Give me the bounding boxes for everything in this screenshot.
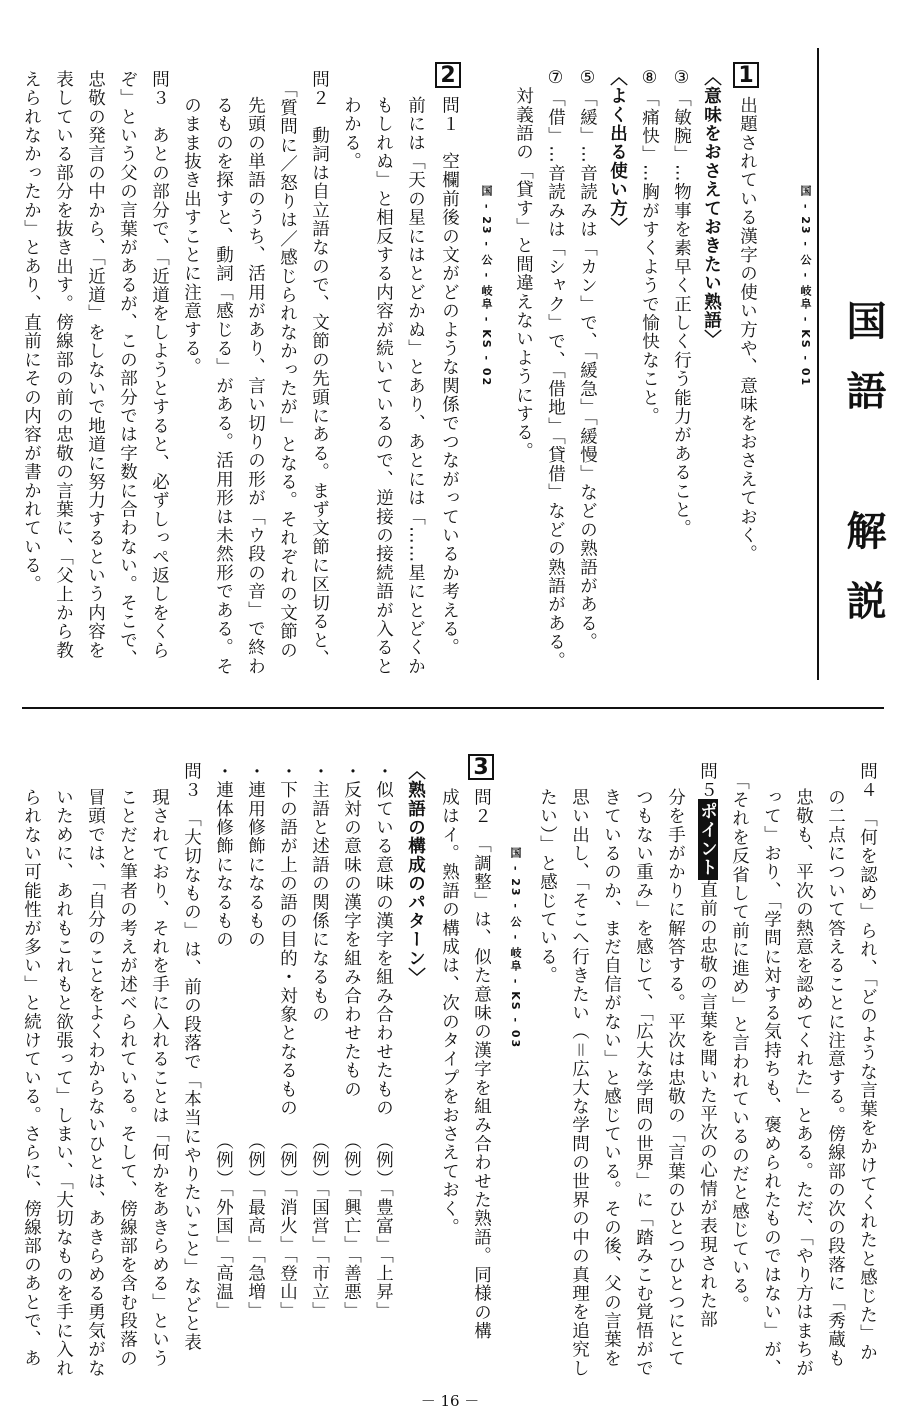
cont-line-1: の二点について答えることに注意する。傍線部の次の段落に「秀蔵も [825, 788, 846, 1368]
top-half [0, 0, 900, 705]
section-1-code: 国 - 23 - 公 - 岐阜 - KS - 01 [799, 185, 812, 388]
pattern-desc-1: ・反対の意味の漢字を組み合わせたもの [341, 762, 362, 1099]
pattern-desc-3: ・下の語が上の語の目的・対象となるもの [277, 762, 298, 1118]
sec2-line-5: 「質問に／怒りは／感じられなかったが」となる。それぞれの文節の [277, 70, 298, 660]
sec2-line-3: わかる。 [341, 96, 362, 171]
pattern-example-3: （例）「消火」「登山」 [277, 1132, 298, 1321]
q5-line-1: 分を手がかりに解答する。平次は忠敬の「言葉のひとつひとつにとて [665, 788, 686, 1368]
sec2-line-7: るものを探すと、動詞「感じる」がある。活用形は未然形である。そ [213, 96, 234, 676]
pattern-desc-4: ・連用修飾になるもの [245, 762, 266, 949]
sec2-line-9: 問３ あとの部分で、「近道をしようとすると、必ずしっぺ返しをくら [149, 70, 170, 660]
sec1-line-4: 〈よく出る使い方〉 [607, 68, 628, 237]
section-3-number: 3 [468, 754, 494, 780]
sec2-line-8: のまま抜き出すことに注意する。 [181, 96, 202, 377]
cont-line-0: 問４ 「何を認め」られ、「どのような言葉をかけてくれたと感じた」か [857, 762, 878, 1362]
sec3-line-2: 〈熟語の構成のパターン〉 [405, 762, 426, 987]
sec1-line-3: ⑧「痛快」…胸がすくようで愉快なこと。 [639, 68, 660, 426]
sec1-line-7: 対義語の「貸す」と間違えないようにする。 [513, 68, 534, 461]
section-3-code: 国 - 23 - 公 - 岐阜 - KS - 03 [509, 847, 522, 1050]
sec3-q3-line-2: ことだと筆者の考えが述べられている。そして、傍線部を含む段落の [117, 788, 138, 1368]
sec2-line-1: 前には「天の星にはとどかぬ」とあり、あとには「……星にとどくか [405, 96, 426, 676]
pattern-example-0: （例）「豊富」「上昇」 [373, 1132, 394, 1321]
section-1-number: 1 [733, 62, 759, 88]
sec2-line-2: もしれぬ」と相反する内容が続いているので、逆接の接続語が入ると [373, 96, 394, 676]
sec2-line-0: 問１ 空欄前後の文がどのような関係でつながっているか考える。 [439, 96, 460, 657]
sec3-q3-line-0: 問３ 「大切なもの」は、前の段落で「本当にやりたいこと」などと表 [181, 762, 202, 1352]
sec1-line-5: ⑤「緩」…音読みは「カン」で、「緩急」「緩慢」などの熟語がある。 [577, 68, 598, 652]
sec3-line-1: 成はイ。熟語の構成は、次のタイプをおさえておく。 [439, 788, 460, 1237]
q5-line-5: たい）」と感じている。 [537, 788, 558, 985]
sec2-line-4: 問２ 動詞は自立語なので、文節の先頭にある。まず文節に区切ると、 [309, 70, 330, 669]
cont-line-2: 忠敬も、平次の熱意を認めてくれた」とある。ただ、「やり方はまちが [793, 788, 814, 1378]
q5-line-4: 思い出し、「そこへ行きたい（＝広大な学問の世界の中の真理を追究し [569, 788, 590, 1378]
sec2-line-10: ぞ」という父の言葉があるが、この部分では字数に合わない。そこで、 [117, 70, 138, 669]
cont-line-3: って」おり、「学問に対する気持ちも、褒められたものではない」が、 [761, 788, 782, 1378]
sec2-line-11: 忠敬の発言の中から、「近道」をしないで地道に努力するという内容を [85, 70, 106, 660]
q5-text-0: 直前の忠敬の言葉を聞いた平次の心情が表現された部 [697, 880, 718, 1330]
q5-line-2: つもない重み」を感じて、「広大な学問の世界」に「踏みこむ覚悟がで [633, 788, 654, 1378]
sec3-q3-line-1: 現されており、それを手に入れることは「何かをあきらめる」という [149, 788, 170, 1368]
sec3-line-0: 問２ 「調整」は、似た意味の漢字を組み合わせた熟語。同様の構 [471, 788, 492, 1341]
page-title: 国語 解説 [840, 300, 886, 650]
section-2-code: 国 - 23 - 公 - 岐阜 - KS - 02 [480, 185, 493, 388]
pattern-example-4: （例）「最高」「急増」 [245, 1132, 266, 1321]
sec2-line-12: 表している部分を抜き出す。傍線部の前の忠敬の言葉に、「父上から教 [53, 70, 74, 660]
pattern-desc-0: ・似ている意味の漢字を組み合わせたもの [373, 762, 394, 1118]
section-2-number: 2 [435, 62, 461, 88]
sec1-line-1: 〈意味をおさえておきたい熟語〉 [701, 68, 722, 349]
bottom-half [0, 712, 900, 1378]
q5-label: 問５ [697, 762, 718, 800]
sec3-q3-line-5: られない可能性が多い」と続けている。さらに、傍線部のあとで、あ [21, 788, 42, 1368]
sec1-line-6: ⑦「借」…音読みは「シャク」で、「借地」「貸借」などの熟語がある。 [545, 68, 566, 671]
sec3-q3-line-3: 冒頭では、「自分のことをよくわからないひとは、あきらめる勇気がな [85, 788, 106, 1378]
half-divider [22, 707, 884, 709]
sec1-line-2: ③「敏腕」…物事を素早く正しく行う能力があること。 [671, 68, 692, 538]
sec1-line-0: 出題されている漢字の使い方や、意味をおさえておく。 [737, 96, 758, 564]
sec2-line-6: 先頭の単語のうち、活用があり、言い切りの形が「ウ段の音」で終わ [245, 96, 266, 676]
pattern-desc-2: ・主語と述語の関係になるもの [309, 762, 330, 1024]
sec2-line-13: えられなかったか」とあり、直前にその内容が書かれている。 [21, 70, 42, 594]
pattern-example-5: （例）「外国」「高温」 [213, 1132, 234, 1321]
pattern-desc-5: ・連体修飾になるもの [213, 762, 234, 949]
pattern-example-2: （例）「国営」「市立」 [309, 1132, 330, 1321]
q5-line-0 [698, 762, 716, 1329]
sec3-q3-line-4: いために、あれもこれもと欲張って」しまい、「大切なものを手に入れ [53, 788, 74, 1378]
page-number: － 16 － [420, 1392, 480, 1410]
cont-line-4: 「それを反省して前に進め」と言われているのだと感じている。 [729, 762, 750, 1315]
point-badge: ポイント [698, 799, 718, 880]
pattern-example-1: （例）「興亡」「善悪」 [341, 1132, 362, 1321]
q5-line-3: きているのか、まだ自信がない」と感じている。その後、父の言葉を [601, 788, 622, 1368]
